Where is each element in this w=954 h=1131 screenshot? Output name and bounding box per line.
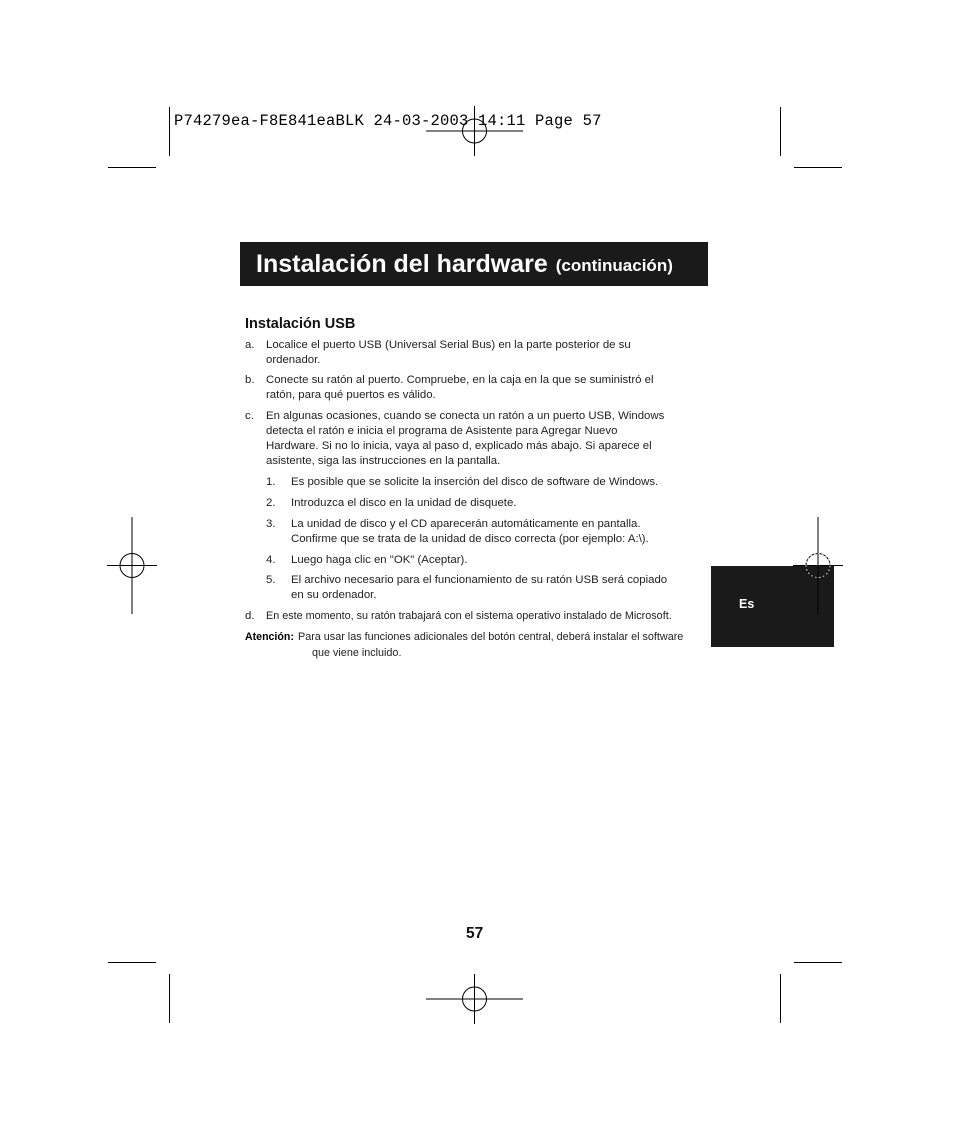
note-label: Atención: (245, 631, 294, 643)
substep-3-line-2: Confirme que se trata de la unidad de disco correcta (por ejemplo: A:\). (291, 533, 649, 545)
substep-4-marker: 4. (266, 554, 276, 566)
step-a-line-1: Localice el puerto USB (Universal Serial Bus) en la parte posterior de su (266, 339, 631, 351)
step-d-line-1: En este momento, su ratón trabajará con el sistema operativo instalado de Microsoft. (266, 610, 672, 622)
printer-slug: P74279ea-F8E841eaBLK 24-03-2003 14:11 Page 57 (174, 112, 602, 130)
note-line-2: que viene incluido. (312, 647, 402, 659)
page-title-continued: (continuación) (555, 256, 673, 275)
step-d-marker: d. (245, 610, 255, 622)
step-b-line-2: ratón, para qué puertos es válido. (266, 389, 436, 401)
substep-1-marker: 1. (266, 476, 276, 488)
substep-1-line-1: Es posible que se solicite la inserción del disco de software de Windows. (291, 476, 659, 488)
step-c-line-2: detecta el ratón e inicia el programa de Asistente para Agregar Nuevo (266, 425, 618, 437)
step-b-line-1: Conecte su ratón al puerto. Compruebe, en la caja en la que se suministró el (266, 374, 654, 386)
step-a-marker: a. (245, 339, 255, 351)
crop-mark-top-left-horizontal (108, 167, 156, 168)
crop-mark-bottom-right-vertical (780, 974, 781, 1023)
page-number: 57 (466, 925, 484, 942)
page-title: Instalación del hardware (256, 249, 548, 278)
substep-3-line-1: La unidad de disco y el CD aparecerán automáticamente en pantalla. (291, 518, 641, 530)
crop-mark-top-right-vertical (780, 107, 781, 156)
crop-mark-bottom-left-vertical (169, 974, 170, 1023)
step-c-line-1: En algunas ocasiones, cuando se conecta un ratón a un puerto USB, Windows (266, 410, 665, 422)
substep-2-marker: 2. (266, 497, 276, 509)
substep-4-line-1: Luego haga clic en "OK" (Aceptar). (291, 554, 468, 566)
step-c-marker: c. (245, 410, 254, 422)
step-c-line-4: asistente, siga las instrucciones en la pantalla. (266, 455, 501, 467)
language-tab-label: Es (739, 597, 755, 611)
note-line-1: Para usar las funciones adicionales del botón central, deberá instalar el software (298, 631, 684, 643)
registration-mark-left-icon (107, 517, 157, 614)
substep-2-line-1: Introduzca el disco en la unidad de disquete. (291, 497, 517, 509)
crop-mark-top-right-horizontal (794, 167, 842, 168)
substep-5-line-2: en su ordenador. (291, 589, 377, 601)
crop-mark-bottom-right-horizontal (794, 962, 842, 963)
title-bar (240, 242, 708, 286)
registration-mark-right-icon (793, 517, 843, 614)
crop-mark-top-left-vertical (169, 107, 170, 156)
substep-5-marker: 5. (266, 574, 276, 586)
step-b-marker: b. (245, 374, 255, 386)
step-a-line-2: ordenador. (266, 354, 321, 366)
crop-mark-bottom-left-horizontal (108, 962, 156, 963)
substep-5-line-1: El archivo necesario para el funcionamiento de su ratón USB será copiado (291, 574, 668, 586)
registration-mark-bottom-icon (426, 974, 523, 1024)
step-c-line-3: Hardware. Si no lo inicia, vaya al paso d, explicado más abajo. Si aparece el (266, 440, 652, 452)
substep-3-marker: 3. (266, 518, 276, 530)
section-heading: Instalación USB (245, 316, 356, 332)
